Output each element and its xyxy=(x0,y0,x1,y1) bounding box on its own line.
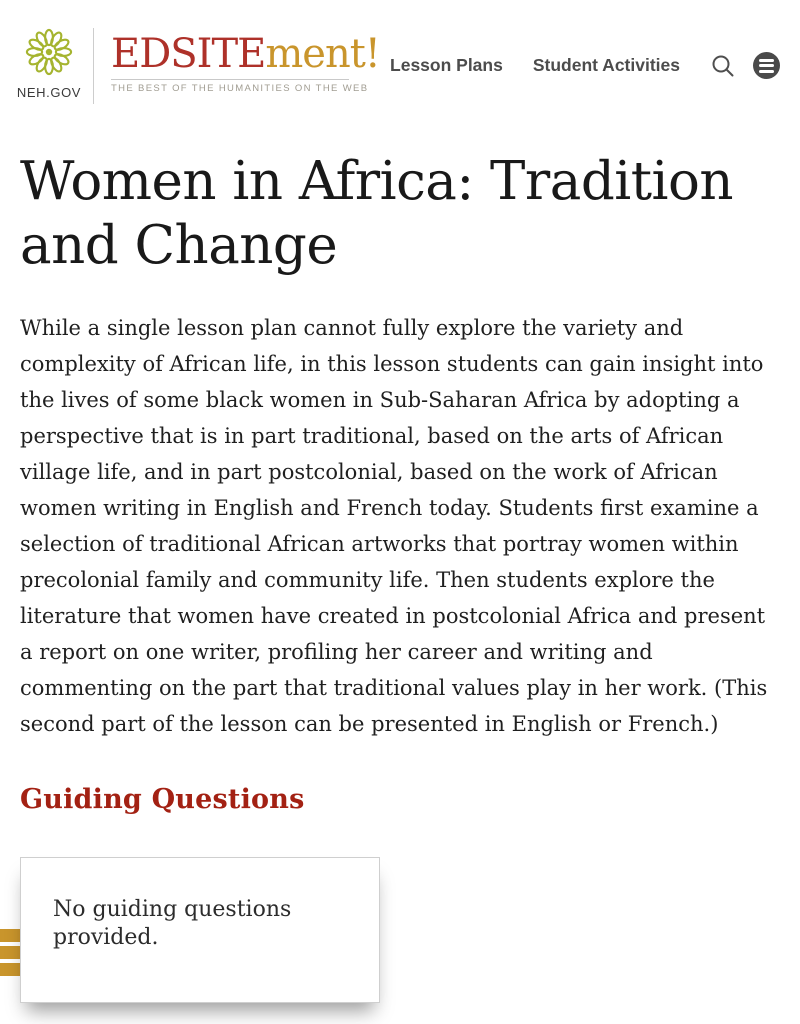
neh-gov-label: NEH.GOV xyxy=(16,85,82,100)
guiding-questions-card xyxy=(20,857,380,1003)
hamburger-menu-icon xyxy=(759,59,774,62)
search-icon xyxy=(710,53,736,79)
nav-student-activities[interactable]: Student Activities xyxy=(532,55,680,75)
neh-rosette-icon xyxy=(23,26,75,78)
edsitement-wordmark xyxy=(111,32,380,76)
hamburger-menu-button[interactable] xyxy=(753,52,780,79)
lesson-intro-paragraph: While a single lesson plan cannot fully explore the variety and complexity of African life, in this lesson students can gain insight into the lives of some black women in Sub-Saharan Africa by adopting a perspective that is in part traditional, based on the arts of African village life, and in part postcolonial, based on the work of African women writing in English and French today. Students first examine a selection of traditional African artworks that portray women within precolonial family and community life. Then students explore the literature that women have created in postcolonial Africa and present a report on one writer, profiling her career and writing and commenting on the part that traditional values play in her work. (This second part of the lesson can be presented in English or French.) xyxy=(20,316,768,736)
page-title-line-1: Women in Africa: Tradition xyxy=(20,151,734,212)
main-content xyxy=(0,150,800,1024)
nav-lesson-plans[interactable]: Lesson Plans xyxy=(390,55,503,75)
brand-divider xyxy=(93,28,94,104)
gold-stripes-decoration xyxy=(0,929,20,976)
guiding-questions-heading: Guiding Questions xyxy=(20,784,305,815)
logo-rule xyxy=(111,79,349,80)
page-title xyxy=(20,150,780,278)
site-header xyxy=(0,0,800,104)
wordmark-edsite: EDSITE xyxy=(111,31,266,77)
page-title-line-2: and Change xyxy=(20,215,338,276)
search-button[interactable] xyxy=(710,53,736,79)
no-guiding-questions-message: No guiding questions provided. xyxy=(53,897,292,950)
neh-logo-link[interactable] xyxy=(16,26,82,100)
brand-area xyxy=(16,26,380,104)
edsitement-logo-link[interactable] xyxy=(111,32,380,94)
logo-tagline: THE BEST OF THE HUMANITIES ON THE WEB xyxy=(111,83,369,94)
top-navigation xyxy=(390,52,780,79)
guiding-questions-section xyxy=(0,857,800,1024)
wordmark-ment: ment! xyxy=(265,31,380,77)
